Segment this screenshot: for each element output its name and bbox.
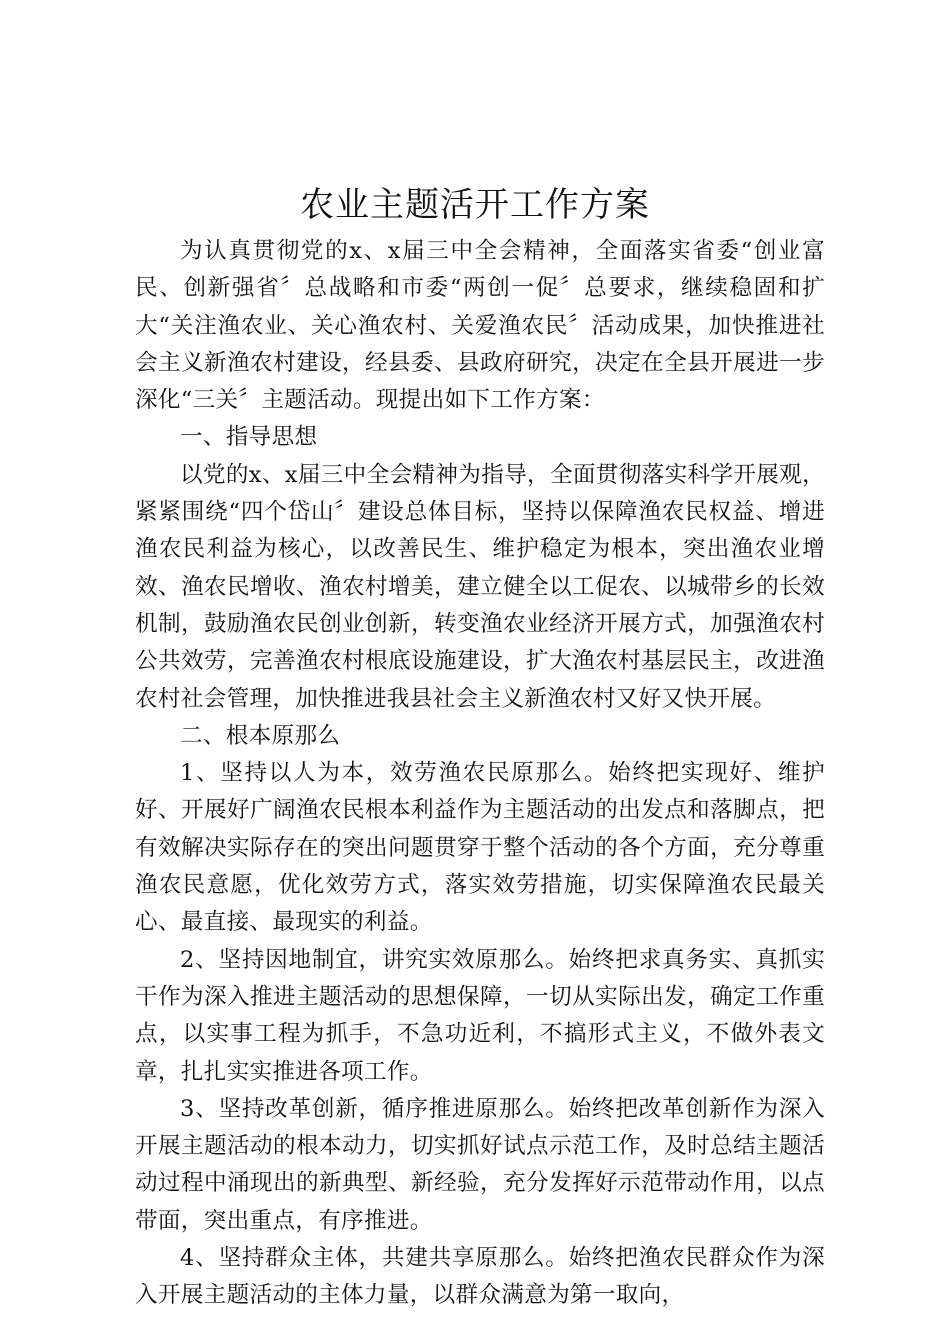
section-heading-guiding-thought: 一、指导思想 <box>180 424 318 451</box>
document-title: 农业主题活开工作方案 <box>300 185 650 225</box>
section-heading-basic-principles: 二、根本原那么 <box>180 722 341 749</box>
principle-paragraph-4: 4、坚持群众主体，共建共享原那么。始终把渔农民群众作为深入开展主题活动的主体力量，以群众满意为第一取向， <box>135 1245 825 1309</box>
principle-paragraph-2: 2、坚持因地制宜，讲究实效原那么。始终把求真务实、真抓实干作为深入推进主题活动的思想保障，一切从实际出发，确定工作重点，以实事工程为抓手，不急功近利，不搞形式主义，不做外表文章，扎扎实实推进各项工作。 <box>135 946 825 1085</box>
document-body <box>135 233 825 1315</box>
guiding-thought-paragraph: 以党的x、x届三中全会精神为指导，全面贯彻落实科学开展观，紧紧围绕“四个岱山〞建设总体目标，坚持以保障渔农民权益、增进渔农民利益为核心，以改善民生、维护稳定为根本，突出渔农业增效、渔农民增收、渔农村增美，建立健全以工促农、以城带乡的长效机制，鼓励渔农民创业创新，转变渔农业经济开展方式，加强渔农村公共效劳，完善渔农村根底设施建设，扩大渔农村基层民主，改进渔农村社会管理，加快推进我县社会主义新渔农村又好又快开展。 <box>135 461 825 712</box>
principle-paragraph-3: 3、坚持改革创新，循序推进原那么。始终把改革创新作为深入开展主题活动的根本动力，切实抓好试点示范工作，及时总结主题活动过程中涌现出的新典型、新经验，充分发挥好示范带动作用，以点带面，突出重点，有序推进。 <box>135 1095 825 1234</box>
intro-paragraph: 为认真贯彻党的x、x届三中全会精神，全面落实省委“创业富民、创新强省〞总战略和市委“两创一促〞总要求，继续稳固和扩大“关注渔农业、关心渔农村、关爱渔农民〞活动成果，加快推进社会主义新渔农村建设，经县委、县政府研究，决定在全县开展进一步深化“三关〞主题活动。现提出如下工作方案： <box>135 238 825 414</box>
principle-paragraph-1: 1、坚持以人为本，效劳渔农民原那么。始终把实现好、维护好、开展好广阔渔农民根本利益作为主题活动的出发点和落脚点，把有效解决实际存在的突出问题贯穿于整个活动的各个方面，充分尊重渔农民意愿，优化效劳方式，落实效劳措施，切实保障渔农民最关心、最直接、最现实的利益。 <box>135 760 825 936</box>
